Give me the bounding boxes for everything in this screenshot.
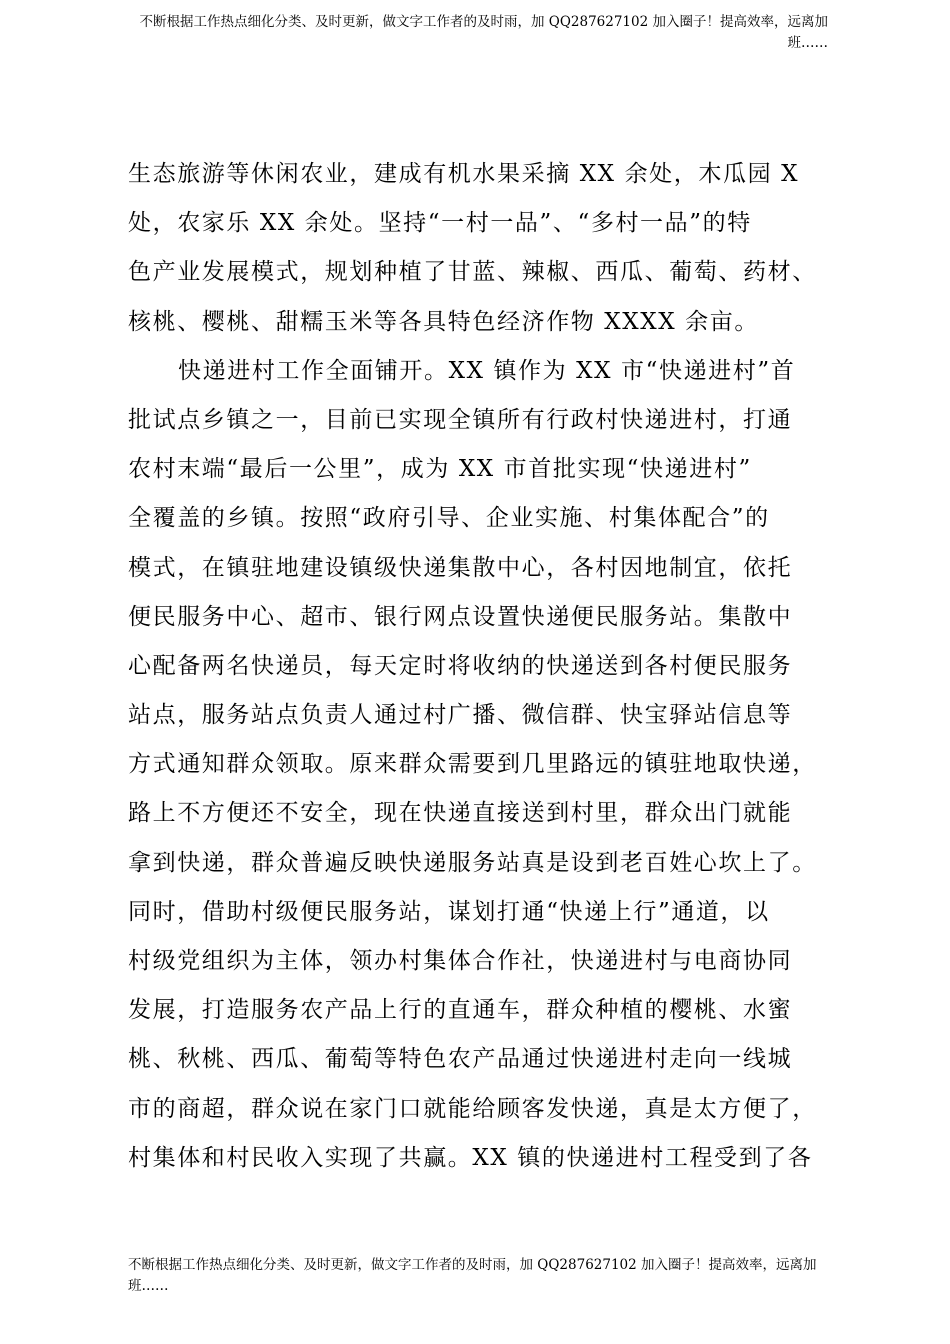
body-line: 方式通知群众领取。原来群众需要到几里路远的镇驻地取快递， xyxy=(128,751,817,778)
body-line: 色产业发展模式，规划种植了甘蓝、辣椒、西瓜、葡萄、药材、 xyxy=(128,259,817,286)
body-line: 农村末端“最后一公里”，成为 XX 市首批实现“快递进村” xyxy=(128,456,752,483)
body-line: 核桃、樱桃、甜糯玉米等各具特色经济作物 XXXX 余亩。 xyxy=(128,308,759,335)
body-line: 处，农家乐 XX 余处。坚持“一村一品”、“多村一品”的特 xyxy=(128,210,752,237)
body-line: 发展，打造服务农产品上行的直通车，群众种植的樱桃、水蜜 xyxy=(128,997,793,1024)
page-footer: 不断根据工作热点细化分类、及时更新，做文字工作者的及时雨，加 QQ287627102 加入圈子！提高效率，远离加班…… xyxy=(128,1257,817,1294)
body-line: 同时，借助村级便民服务站，谋划打通“快递上行”通道，以 xyxy=(128,898,770,925)
body-line: 便民服务中心、超市、银行网点设置快递便民服务站。集散中 xyxy=(128,603,793,630)
body-line: 村级党组织为主体，领办村集体合作社，快递进村与电商协同 xyxy=(128,948,793,974)
paragraph-start-line: 快递进村工作全面铺开。XX 镇作为 XX 市“快递进村”首 xyxy=(178,357,796,384)
body-line: 村集体和村民收入实现了共赢。XX 镇的快递进村工程受到了各 xyxy=(128,1144,813,1171)
body-line: 生态旅游等休闲农业，建成有机水果采摘 XX 余处，木瓜园 X xyxy=(128,161,800,187)
body-line: 心配备两名快递员，每天定时将收纳的快递送到各村便民服务 xyxy=(128,652,793,679)
body-line: 拿到快递，群众普遍反映快递服务站真是设到老百姓心坎上了。 xyxy=(128,849,817,876)
document-body xyxy=(128,150,828,1183)
body-line: 模式，在镇驻地建设镇级快递集散中心，各村因地制宜，依托 xyxy=(128,554,793,581)
body-line: 市的商超，群众说在家门口就能给顾客发快递，真是太方便了， xyxy=(128,1095,817,1122)
page-header: 不断根据工作热点细化分类、及时更新，做文字工作者的及时雨，加 QQ287627102 加入圈子！提高效率，远离加班…… xyxy=(139,14,828,51)
body-line: 批试点乡镇之一，目前已实现全镇所有行政村快递进村，打通 xyxy=(128,406,793,433)
body-line: 站点，服务站点负责人通过村广播、微信群、快宝驿站信息等 xyxy=(128,702,793,729)
body-line: 全覆盖的乡镇。按照“政府引导、企业实施、村集体配合”的 xyxy=(128,505,770,532)
body-line: 路上不方便还不安全，现在快递直接送到村里，群众出门就能 xyxy=(128,800,793,827)
body-line: 桃、秋桃、西瓜、葡萄等特色农产品通过快递进村走向一线城 xyxy=(128,1046,793,1073)
